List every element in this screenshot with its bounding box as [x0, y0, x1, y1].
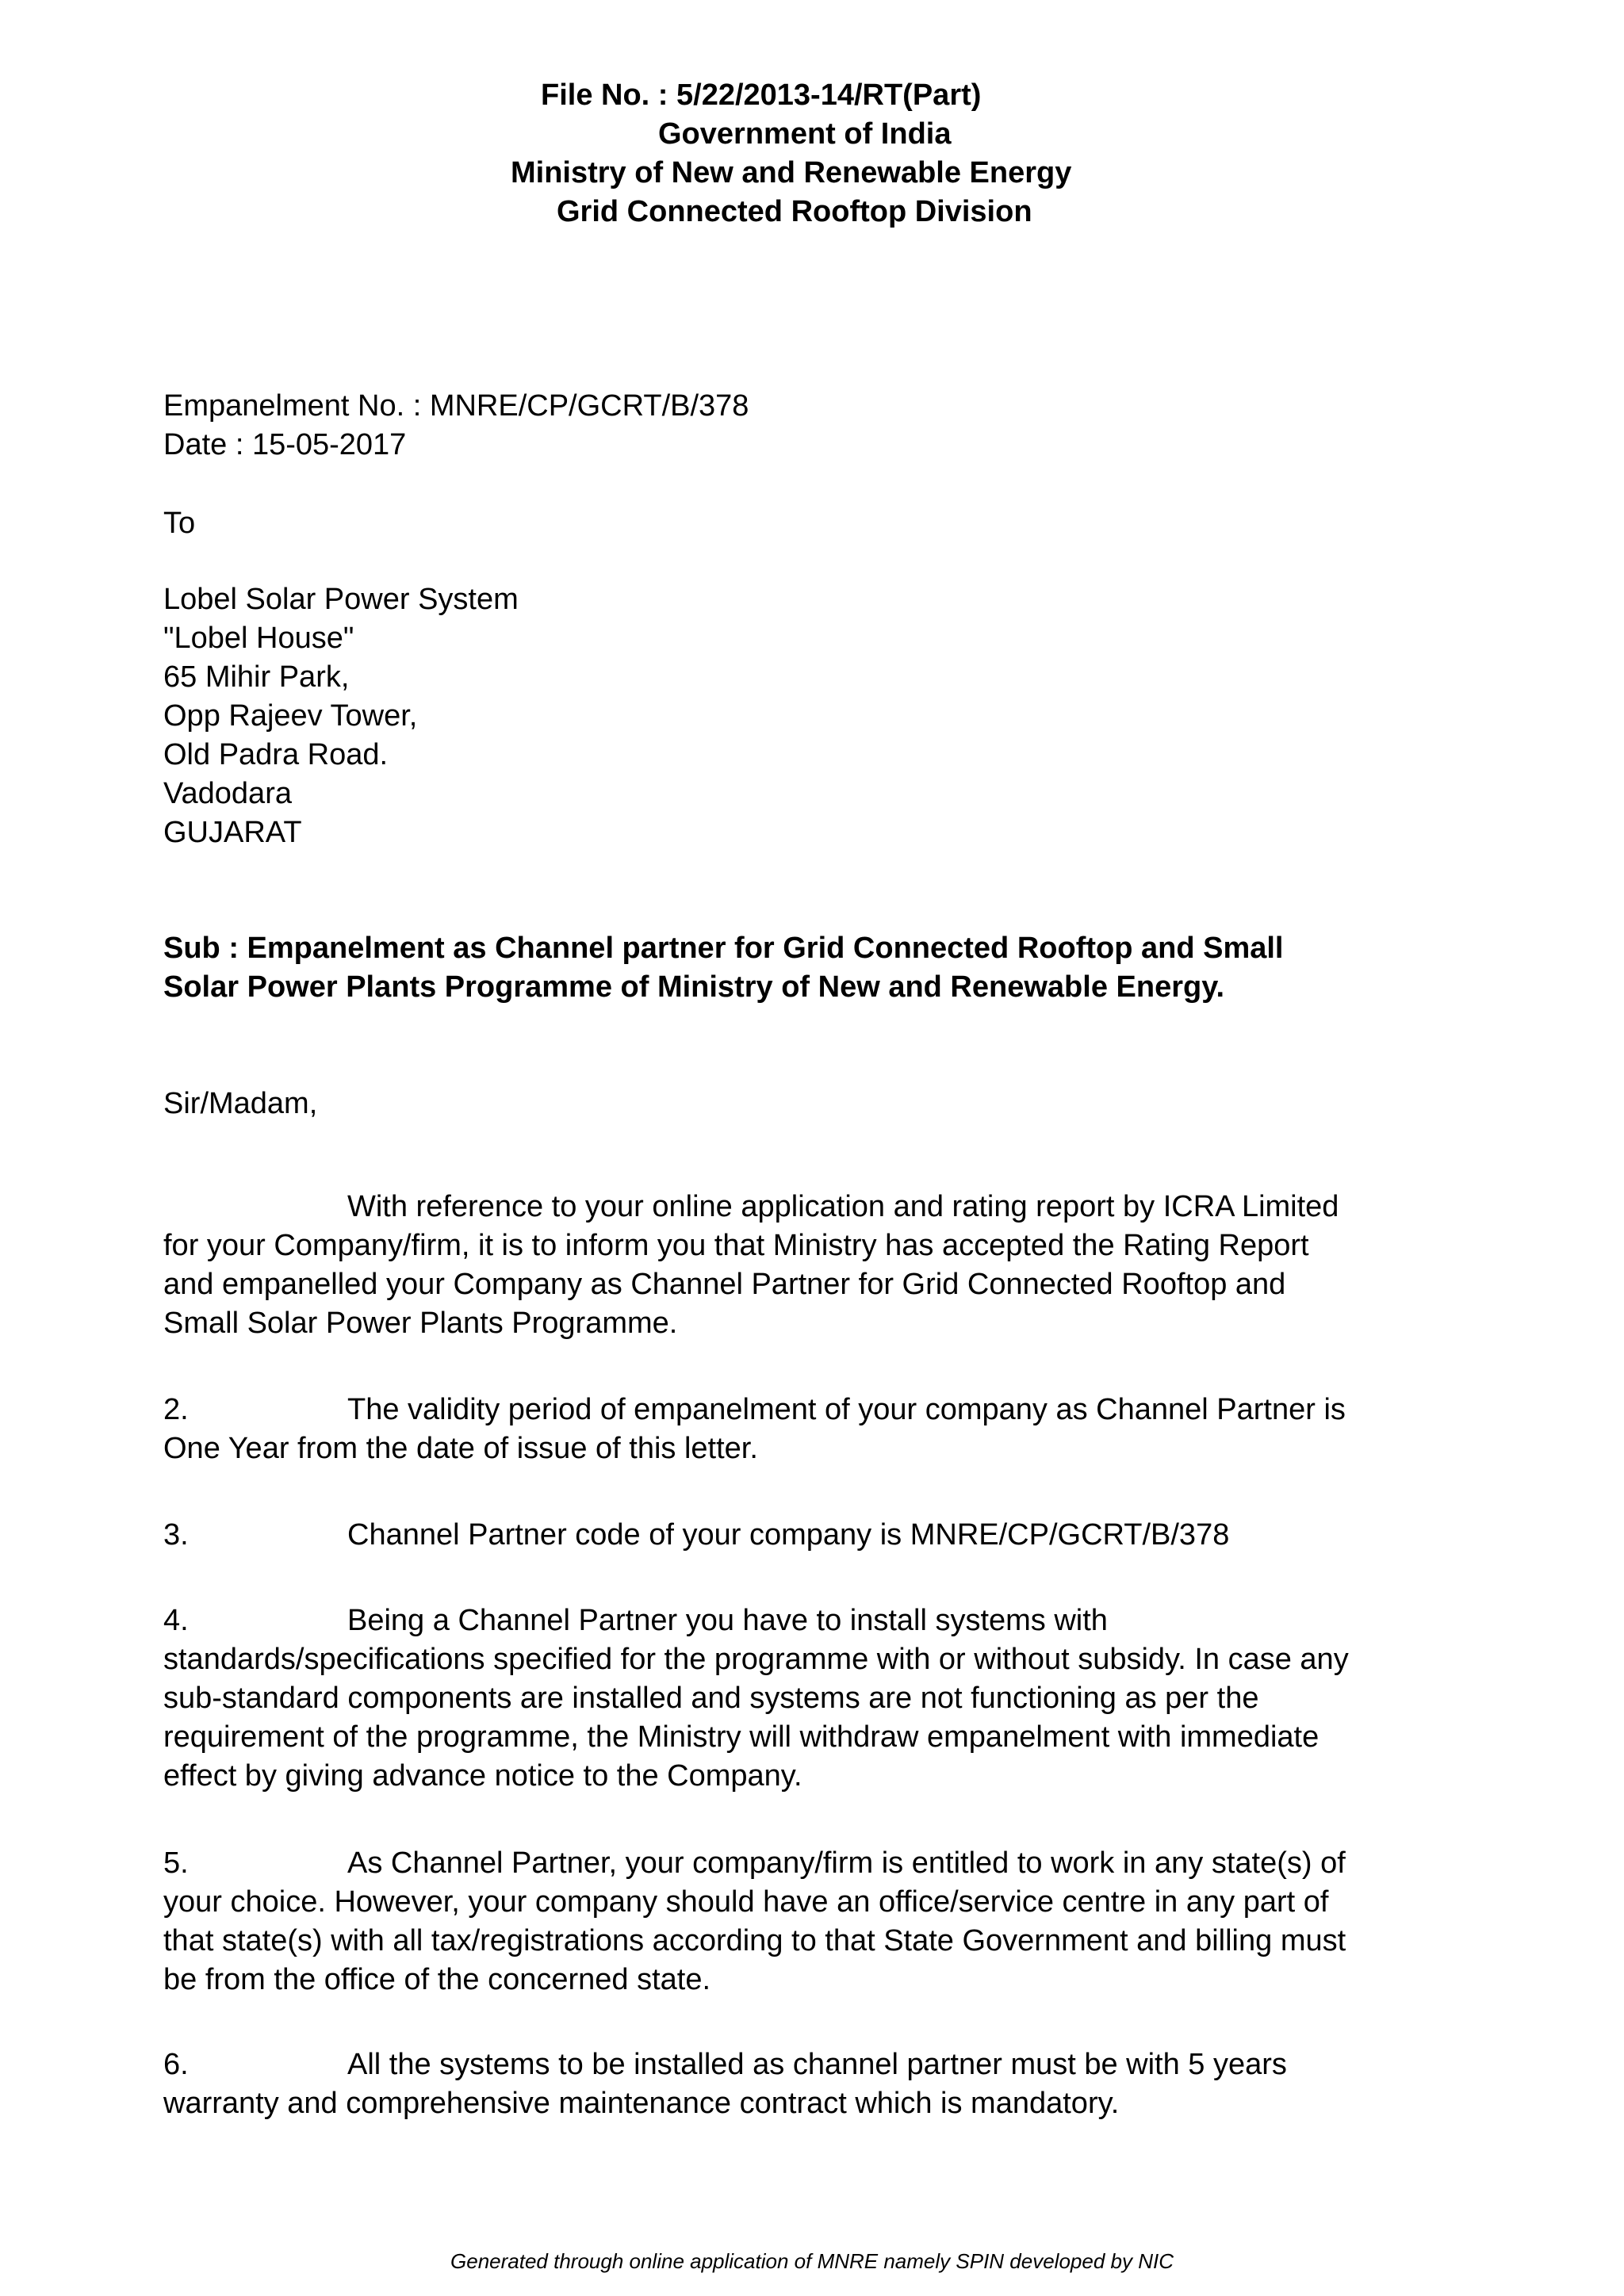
paragraph-line-text: As Channel Partner, your company/firm is entitled to work in any state(s) of: [347, 1846, 1346, 1880]
address-line: Lobel Solar Power System: [163, 583, 519, 616]
paragraph-line: requirement of the programme, the Ministry will withdraw empanelment with immediate: [163, 1720, 1320, 1754]
letter-date: Date : 15-05-2017: [163, 428, 407, 461]
address-line: "Lobel House": [163, 622, 354, 655]
paragraph-line: be from the office of the concerned state.: [163, 1963, 711, 1996]
paragraph-line-text: Being a Channel Partner you have to install systems with: [347, 1604, 1108, 1637]
ministry-title: Ministry of New and Renewable Energy: [511, 156, 1072, 189]
paragraph-number: 3.: [163, 1518, 189, 1552]
address-line: Vadodara: [163, 777, 292, 810]
subject-text: Sub : Empanelment as Channel partner for Grid Connected Rooftop and Small: [163, 932, 1284, 965]
paragraph-line: warranty and comprehensive maintenance contract which is mandatory.: [163, 2087, 1120, 2120]
paragraph-line: standards/specifications specified for the programme with or without subsidy. In case any: [163, 1643, 1349, 1676]
subject-line: [163, 929, 1480, 1007]
address-line: Opp Rajeev Tower,: [163, 699, 418, 733]
paragraph-line-text: With reference to your online application and rating report by ICRA Limited: [347, 1190, 1339, 1223]
paragraph-line: for your Company/firm, it is to inform you that Ministry has accepted the Rating Report: [163, 1229, 1309, 1262]
paragraph-line-text: The validity period of empanelment of your company as Channel Partner is: [347, 1393, 1346, 1426]
paragraph-line: effect by giving advance notice to the Company.: [163, 1759, 802, 1793]
paragraph-line: that state(s) with all tax/registrations according to that State Government and billing must: [163, 1924, 1346, 1957]
paragraph-number: 6.: [163, 2048, 189, 2081]
paragraph-line: Small Solar Power Plants Programme.: [163, 1307, 678, 1340]
paragraph-2: [163, 1391, 1480, 1468]
address-line: 65 Mihir Park,: [163, 660, 350, 694]
paragraph-line-text: All the systems to be installed as channel partner must be with 5 years: [347, 2048, 1287, 2081]
paragraph-1: [163, 1188, 1480, 1343]
paragraph-line: [163, 1516, 1480, 1555]
paragraph-line: [163, 1188, 1480, 1226]
paragraph-line: sub-standard components are installed and systems are not functioning as per the: [163, 1682, 1259, 1715]
paragraph-line: [163, 1601, 1480, 1640]
paragraph-line: your choice. However, your company should have an office/service centre in any part of: [163, 1885, 1329, 1919]
reference-block: [163, 387, 1480, 465]
page-footer: Generated through online application of MNRE namely SPIN developed by NIC: [450, 2249, 1174, 2273]
paragraph-number: 4.: [163, 1604, 189, 1637]
paragraph-number: 5.: [163, 1846, 189, 1880]
empanelment-number: Empanelment No. : MNRE/CP/GCRT/B/378: [163, 389, 749, 423]
paragraph-6: [163, 2045, 1480, 2123]
to-label: To: [163, 507, 196, 540]
file-number: File No. : 5/22/2013-14/RT(Part): [541, 78, 982, 112]
paragraph-3: [163, 1516, 1480, 1555]
paragraph-line: [163, 2045, 1480, 2084]
paragraph-number: 2.: [163, 1393, 189, 1426]
paragraph-line: [163, 1844, 1480, 1883]
recipient-address: [163, 580, 1480, 852]
paragraph-4: [163, 1601, 1480, 1796]
division-title: Grid Connected Rooftop Division: [557, 195, 1032, 228]
subject-text: Solar Power Plants Programme of Ministry of New and Renewable Energy.: [163, 970, 1225, 1004]
paragraph-line: One Year from the date of issue of this letter.: [163, 1432, 758, 1465]
government-title: Government of India: [658, 117, 952, 151]
paragraph-5: [163, 1844, 1480, 1999]
salutation: Sir/Madam,: [163, 1087, 318, 1120]
paragraph-line: and empanelled your Company as Channel Partner for Grid Connected Rooftop and: [163, 1268, 1286, 1301]
paragraph-line-text: Channel Partner code of your company is MNRE/CP/GCRT/B/378: [347, 1518, 1230, 1552]
paragraph-line: [163, 1391, 1480, 1429]
address-line: GUJARAT: [163, 816, 302, 849]
address-line: Old Padra Road.: [163, 738, 389, 771]
